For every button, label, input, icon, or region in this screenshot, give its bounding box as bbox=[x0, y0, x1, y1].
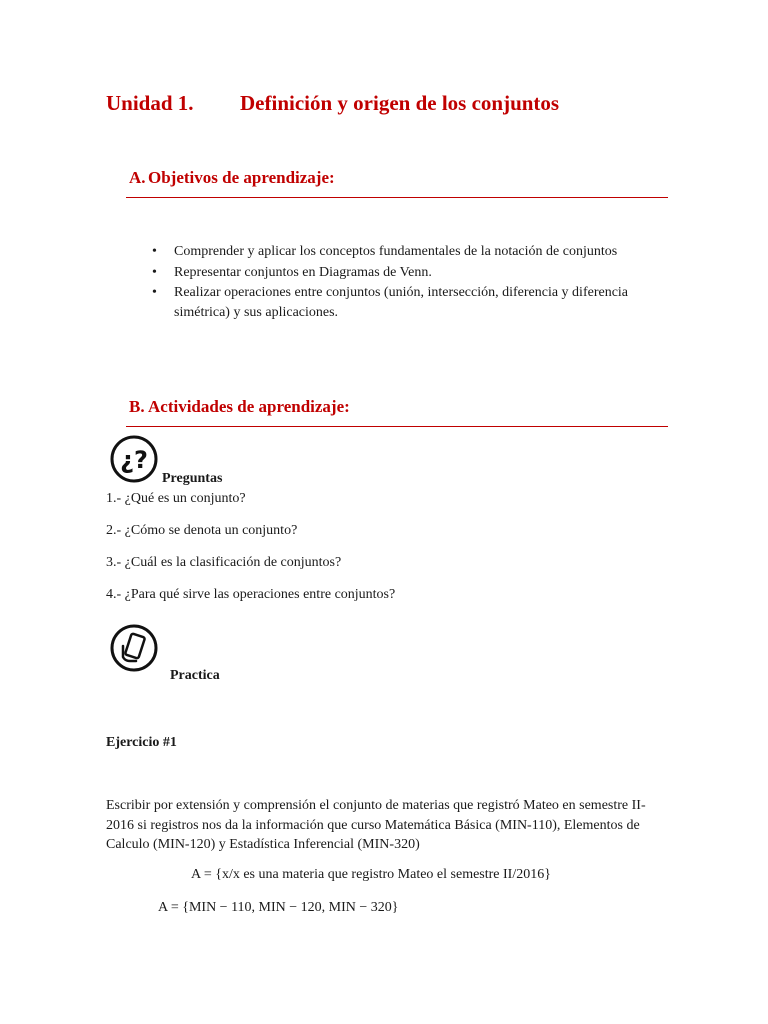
exercise-text: Escribir por extensión y comprensión el conjunto de materias que registró Mateo en semestre II-2016 si registros nos da la información que curso Matemática Básica (MIN-110), Elementos de Calculo (MIN-120) y Estadística Inferencial (MIN-320) bbox=[106, 798, 646, 852]
practice-label: Practica bbox=[170, 668, 220, 683]
section-b-divider bbox=[126, 426, 668, 427]
objective-item: • Comprender y aplicar los conceptos fundamentales de la notación de conjuntos bbox=[150, 242, 670, 262]
section-b-heading bbox=[129, 397, 350, 417]
tablet-hand-icon bbox=[110, 624, 158, 672]
question-item: 1.- ¿Qué es un conjunto? bbox=[106, 491, 246, 506]
section-a-title: Objetivos de aprendizaje: bbox=[148, 168, 335, 187]
exercise-title: Ejercicio #1 bbox=[106, 735, 177, 750]
objective-item: • Representar conjuntos en Diagramas de Venn. bbox=[150, 263, 670, 283]
section-b-title: Actividades de aprendizaje: bbox=[148, 397, 350, 416]
question-marks-icon bbox=[110, 435, 158, 483]
section-a-divider bbox=[126, 197, 668, 198]
question-item: 2.- ¿Cómo se denota un conjunto? bbox=[106, 523, 298, 538]
question-item: 4.- ¿Para qué sirve las operaciones entre conjuntos? bbox=[106, 587, 396, 602]
objective-item: • Realizar operaciones entre conjuntos (unión, intersección, diferencia y diferencia simétrica) y sus aplicaciones. bbox=[150, 283, 670, 322]
unit-title-text: Definición y origen de los conjuntos bbox=[240, 91, 560, 115]
unit-title bbox=[106, 91, 559, 116]
section-b-letter: B. bbox=[129, 397, 145, 416]
section-a-letter: A. bbox=[129, 168, 146, 187]
question-item: 3.- ¿Cuál es la clasificación de conjuntos? bbox=[106, 555, 342, 570]
questions-label: Preguntas bbox=[162, 471, 223, 486]
unit-number: Unidad 1. bbox=[106, 91, 194, 115]
set-comprehension: A = {x/x es una materia que registro Mateo el semestre II/2016} bbox=[191, 867, 551, 882]
svg-text:¿?: ¿? bbox=[120, 446, 148, 474]
section-a-heading bbox=[129, 168, 335, 188]
set-extension: A = {MIN − 110, MIN − 120, MIN − 320} bbox=[158, 900, 399, 915]
objectives-list bbox=[150, 242, 670, 323]
